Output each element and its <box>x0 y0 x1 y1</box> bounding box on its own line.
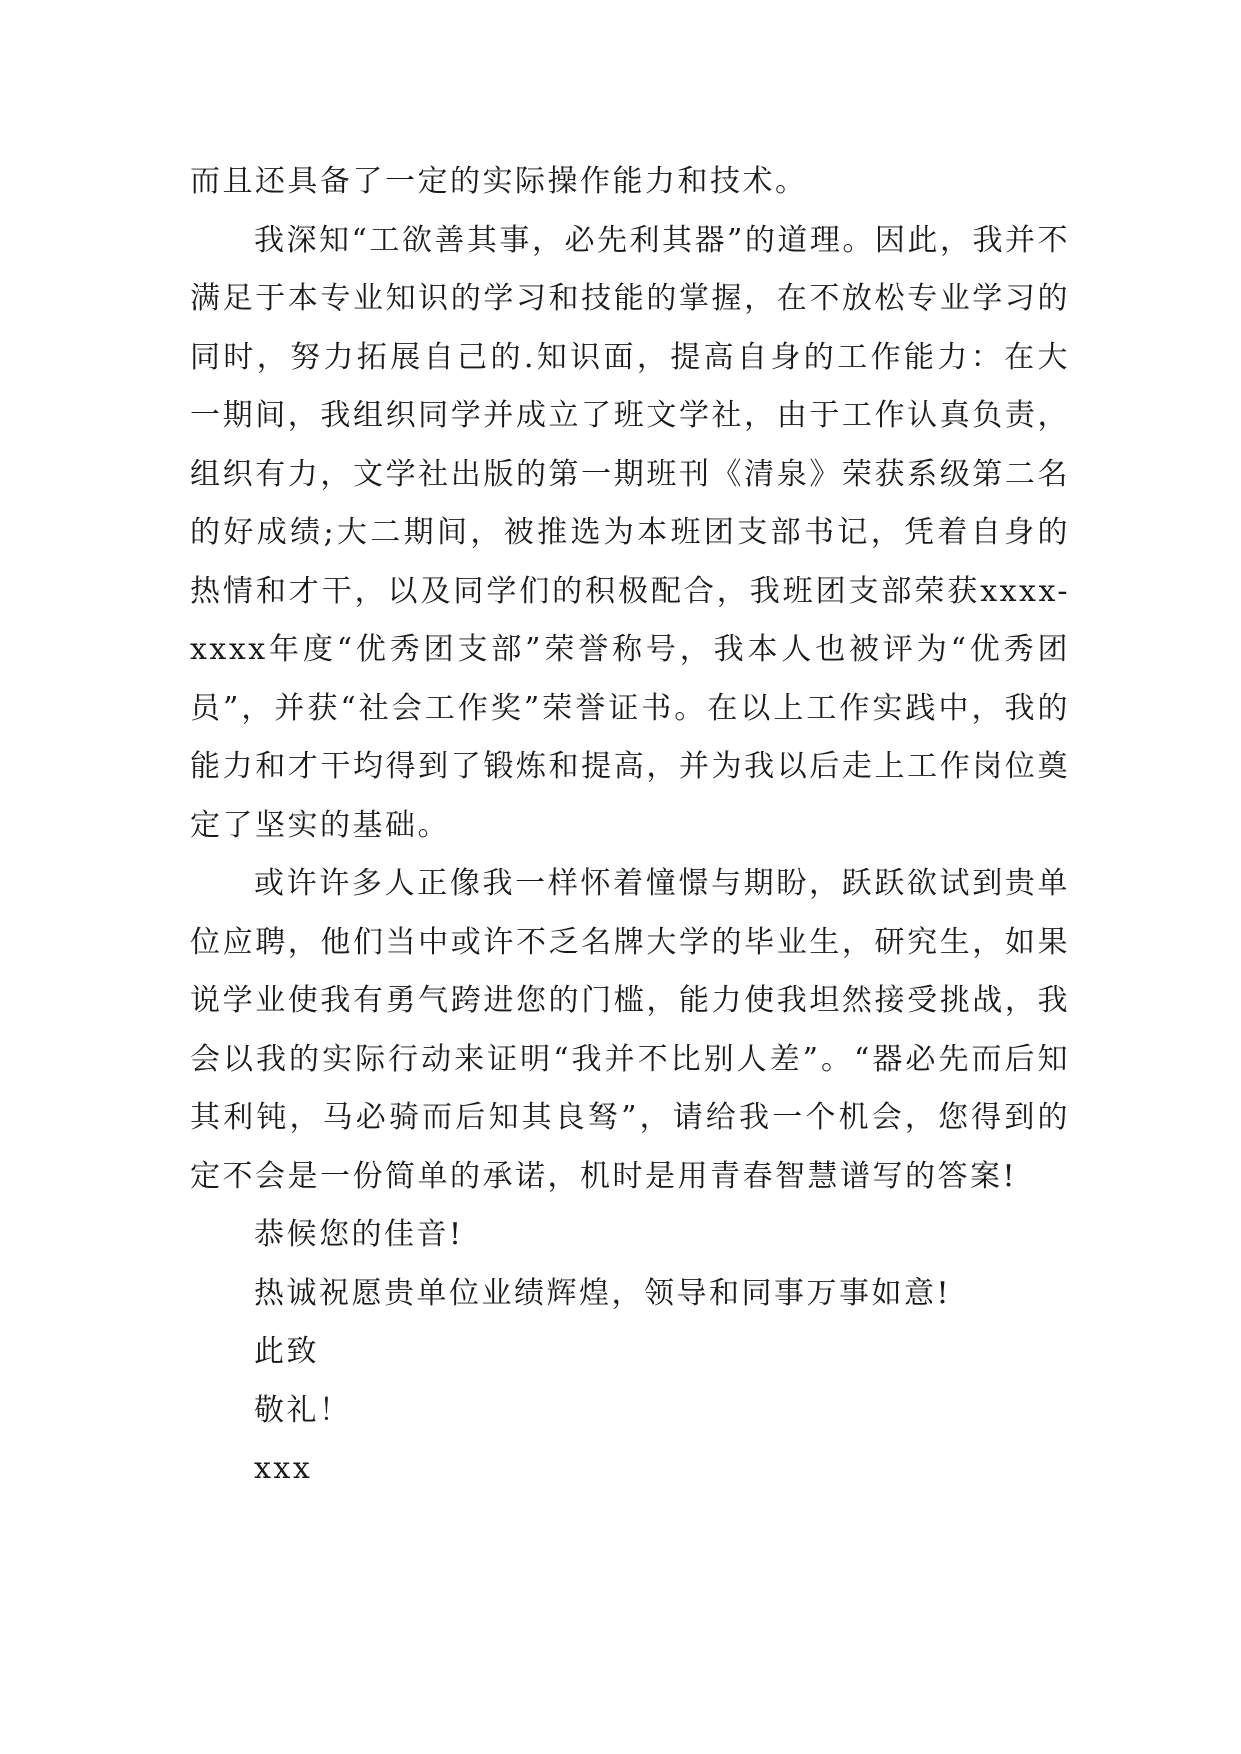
letter-body <box>190 153 1070 1499</box>
closing-wishes: 热诚祝愿贵单位业绩辉煌，领导和同事万事如意! <box>254 1275 952 1311</box>
paragraph-request: 或许许多人正像我一样怀着憧憬与期盼，跃跃欲试到贵单位应聘，他们当中或许不乏名牌大学的毕业生，研究生，如果说学业使我有勇气跨进您的门槛，能力使我坦然接受挑战，我会以我的实际行动来证明“我并不比别人差”。“器必先而后知其利钝，马必骑而后知其良驽”，请给我一个机会，您得到的定不会是一份简单的承诺，机时是用青春智慧谱写的答案! <box>190 866 1070 1194</box>
closing-regards: 敬礼！ <box>254 1392 352 1428</box>
signature: xxx <box>254 1451 313 1486</box>
closing-await-reply: 恭候您的佳音! <box>254 1217 464 1252</box>
paragraph-continuation: 而且还具备了一定的实际操作能力和技术。 <box>190 164 808 199</box>
closing-salutation: 此致 <box>254 1334 319 1369</box>
paragraph-skills: 我深知“工欲善其事，必先利其器”的道理。因此，我并不满足于本专业知识的学习和技能的掌握，在不放松专业学习的同时，努力拓展自己的.知识面，提高自身的工作能力：在大一期间，我组织同学并成立了班文学社，由于工作认真负责，组织有力，文学社出版的第一期班刊《清泉》荣获系级第二名的好成绩;大二期间，被推选为本班团支部书记，凭着自身的热情和才干，以及同学们的积极配合，我班团支部荣获xxxx-xxxx年度“优秀团支部”荣誉称号，我本人也被评为“优秀团员”，并获“社会工作奖”荣誉证书。在以上工作实践中，我的能力和才干均得到了锻炼和提高，并为我以后走上工作岗位奠定了坚实的基础。 <box>190 222 1070 843</box>
